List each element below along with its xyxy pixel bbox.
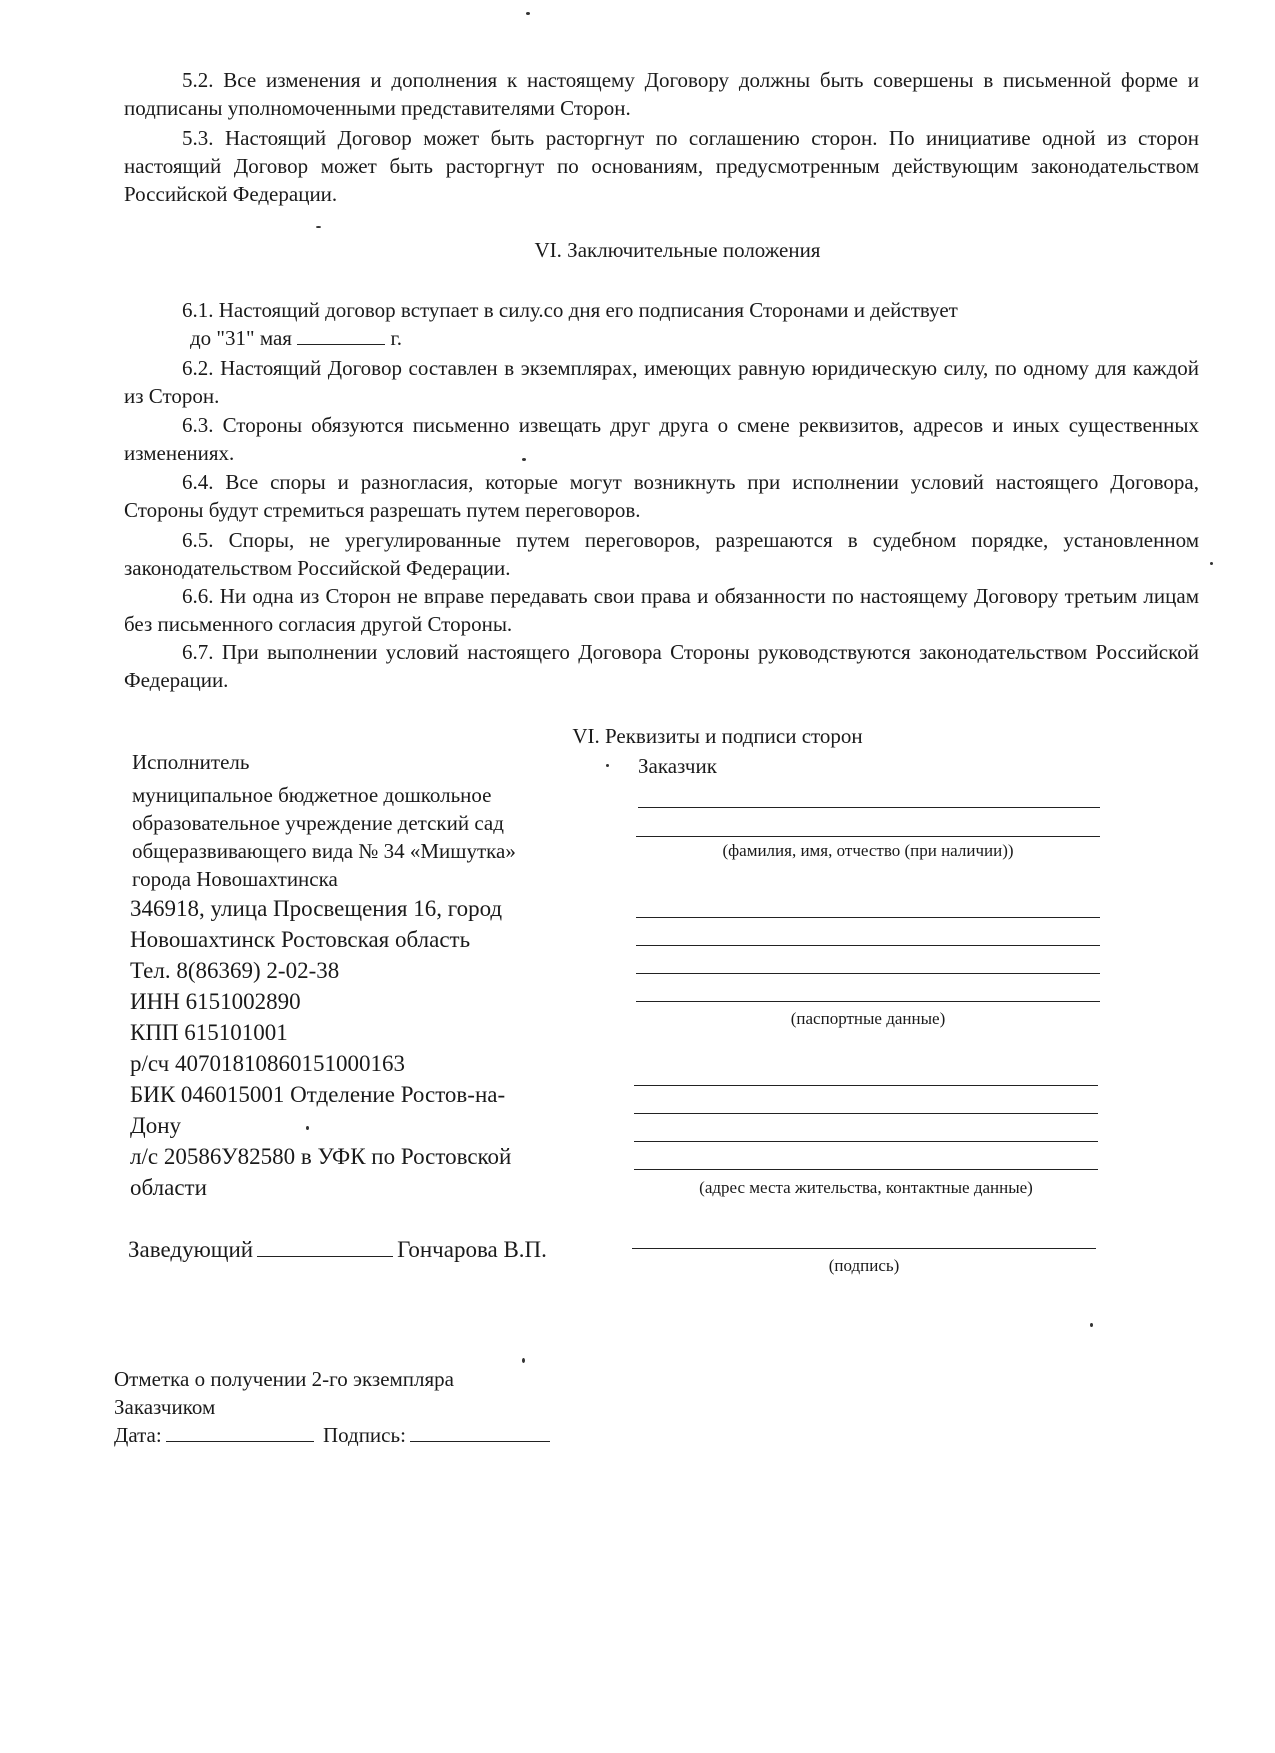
clause-6-1-year-suffix: г. (390, 326, 402, 350)
clause-6-7-text: 6.7. При выполнении условий настоящего Договора Стороны руководствуются законодательством Российской Федерации. (124, 640, 1199, 692)
customer-signature-line[interactable] (632, 1248, 1096, 1249)
executor-phone: Тел. 8(86369) 2-02-38 (130, 958, 340, 983)
executor-org-line: муниципальное бюджетное дошкольное (132, 783, 492, 807)
customer-address-line[interactable] (634, 1141, 1098, 1142)
clause-6-2 (124, 354, 1199, 410)
customer-address-line[interactable] (634, 1085, 1098, 1086)
executor-kpp: КПП 615101001 (130, 1020, 288, 1045)
executor-title: Исполнитель (132, 750, 250, 774)
executor-account: р/сч 40701810860151000163 (130, 1051, 405, 1076)
clause-6-1-text: 6.1. Настоящий договор вступает в силу.со дня его подписания Сторонами и действует (182, 298, 958, 322)
customer-signature-caption: (подпись) (828, 1256, 900, 1275)
clause-6-3 (124, 411, 1199, 467)
section-requisites-title: VI. Реквизиты и подписи сторон (572, 724, 863, 748)
clause-6-2-text: 6.2. Настоящий Договор составлен в экземплярах, имеющих равную юридическую силу, по одному для каждой из Сторон. (124, 356, 1199, 408)
scan-speck (606, 764, 609, 767)
clause-6-6-text: 6.6. Ни одна из Сторон не вправе передавать свои права и обязанности по настоящему Договору третьим лицам без письменного согласия другой Стороны. (124, 584, 1199, 636)
customer-passport-line[interactable] (636, 945, 1100, 946)
receipt-date-sign-row (114, 1421, 550, 1449)
receipt-sign-label: Подпись: (322, 1423, 406, 1447)
clause-6-4 (124, 468, 1199, 524)
clause-6-6 (124, 582, 1199, 638)
clause-6-7 (124, 638, 1199, 694)
executor-org-line: образовательное учреждение детский сад (132, 811, 504, 835)
clause-6-1 (124, 296, 1199, 352)
executor-requisites (130, 893, 630, 1203)
clause-6-5 (124, 526, 1199, 582)
receipt-date-line[interactable] (166, 1425, 314, 1442)
director-label: Заведующий (128, 1237, 254, 1262)
executor-address-line: Новошахтинск Ростовская область (130, 927, 471, 952)
year-blank-line (297, 328, 385, 345)
receipt-block (114, 1365, 550, 1449)
executor-bik-cont: Дону (130, 1113, 181, 1138)
scan-speck (522, 1358, 525, 1363)
clause-6-3-text: 6.3. Стороны обязуются письменно извещать друг друга о смене реквизитов, адресов и иных существенных изменениях. (124, 413, 1199, 465)
director-signature-row (128, 1236, 547, 1263)
clause-5-2 (124, 66, 1199, 122)
customer-passport-line[interactable] (636, 1001, 1100, 1002)
executor-inn: ИНН 6151002890 (130, 989, 301, 1014)
scan-speck (306, 1126, 309, 1130)
clause-5-3-text: 5.3. Настоящий Договор может быть расторгнут по соглашению сторон. По инициативе одной из сторон настоящий Договор может быть расторгнут по основаниям, предусмотренным действующим законодательством Российской Федерации. (124, 126, 1199, 206)
clause-6-1-date: до "31" мая (190, 326, 292, 350)
scan-speck (526, 12, 530, 15)
customer-address-caption: (адрес места жительства, контактные данные) (699, 1178, 1033, 1197)
executor-personal-account: л/с 20586У82580 в УФК по Ростовской (130, 1144, 512, 1169)
customer-title: Заказчик (638, 754, 717, 778)
executor-org-line: общеразвивающего вида № 34 «Мишутка» (132, 839, 516, 863)
customer-address-line[interactable] (634, 1113, 1098, 1114)
customer-passport-line[interactable] (636, 973, 1100, 974)
scan-speck (316, 226, 321, 228)
director-name: Гончарова В.П. (397, 1237, 547, 1262)
executor-bik: БИК 046015001 Отделение Ростов-на- (130, 1082, 506, 1107)
executor-organization (132, 781, 602, 893)
executor-org-line: города Новошахтинска (132, 867, 338, 891)
customer-passport-caption: (паспортные данные) (790, 1009, 946, 1028)
clause-6-4-text: 6.4. Все споры и разногласия, которые могут возникнуть при исполнении условий настоящего Договора, Стороны будут стремиться разрешать путем переговоров. (124, 470, 1199, 522)
clause-5-3 (124, 124, 1199, 208)
scan-speck (1210, 562, 1213, 565)
customer-name-line[interactable] (636, 836, 1100, 837)
customer-name-caption: (фамилия, имя, отчество (при наличии)) (722, 841, 1014, 860)
director-signature-line (257, 1236, 393, 1257)
receipt-sign-line[interactable] (410, 1425, 550, 1442)
receipt-line-2: Заказчиком (114, 1395, 216, 1419)
customer-address-line[interactable] (634, 1169, 1098, 1170)
section-6-title: VI. Заключительные положения (534, 238, 821, 262)
scan-speck (522, 458, 526, 461)
clause-5-2-text: 5.2. Все изменения и дополнения к настоящему Договору должны быть совершены в письменной форме и подписаны уполномоченными представителями Сторон. (124, 68, 1199, 120)
customer-passport-line[interactable] (636, 917, 1100, 918)
receipt-line-1: Отметка о получении 2-го экземпляра (114, 1367, 454, 1391)
receipt-date-label: Дата: (114, 1423, 162, 1447)
executor-address-line: 346918, улица Просвещения 16, город (130, 896, 503, 921)
executor-personal-account-cont: области (130, 1175, 207, 1200)
customer-name-line[interactable] (638, 807, 1100, 808)
scan-speck (1090, 1323, 1093, 1327)
clause-6-5-text: 6.5. Споры, не урегулированные путем переговоров, разрешаются в судебном порядке, установленном законодательством Российской Федерации. (124, 528, 1199, 580)
